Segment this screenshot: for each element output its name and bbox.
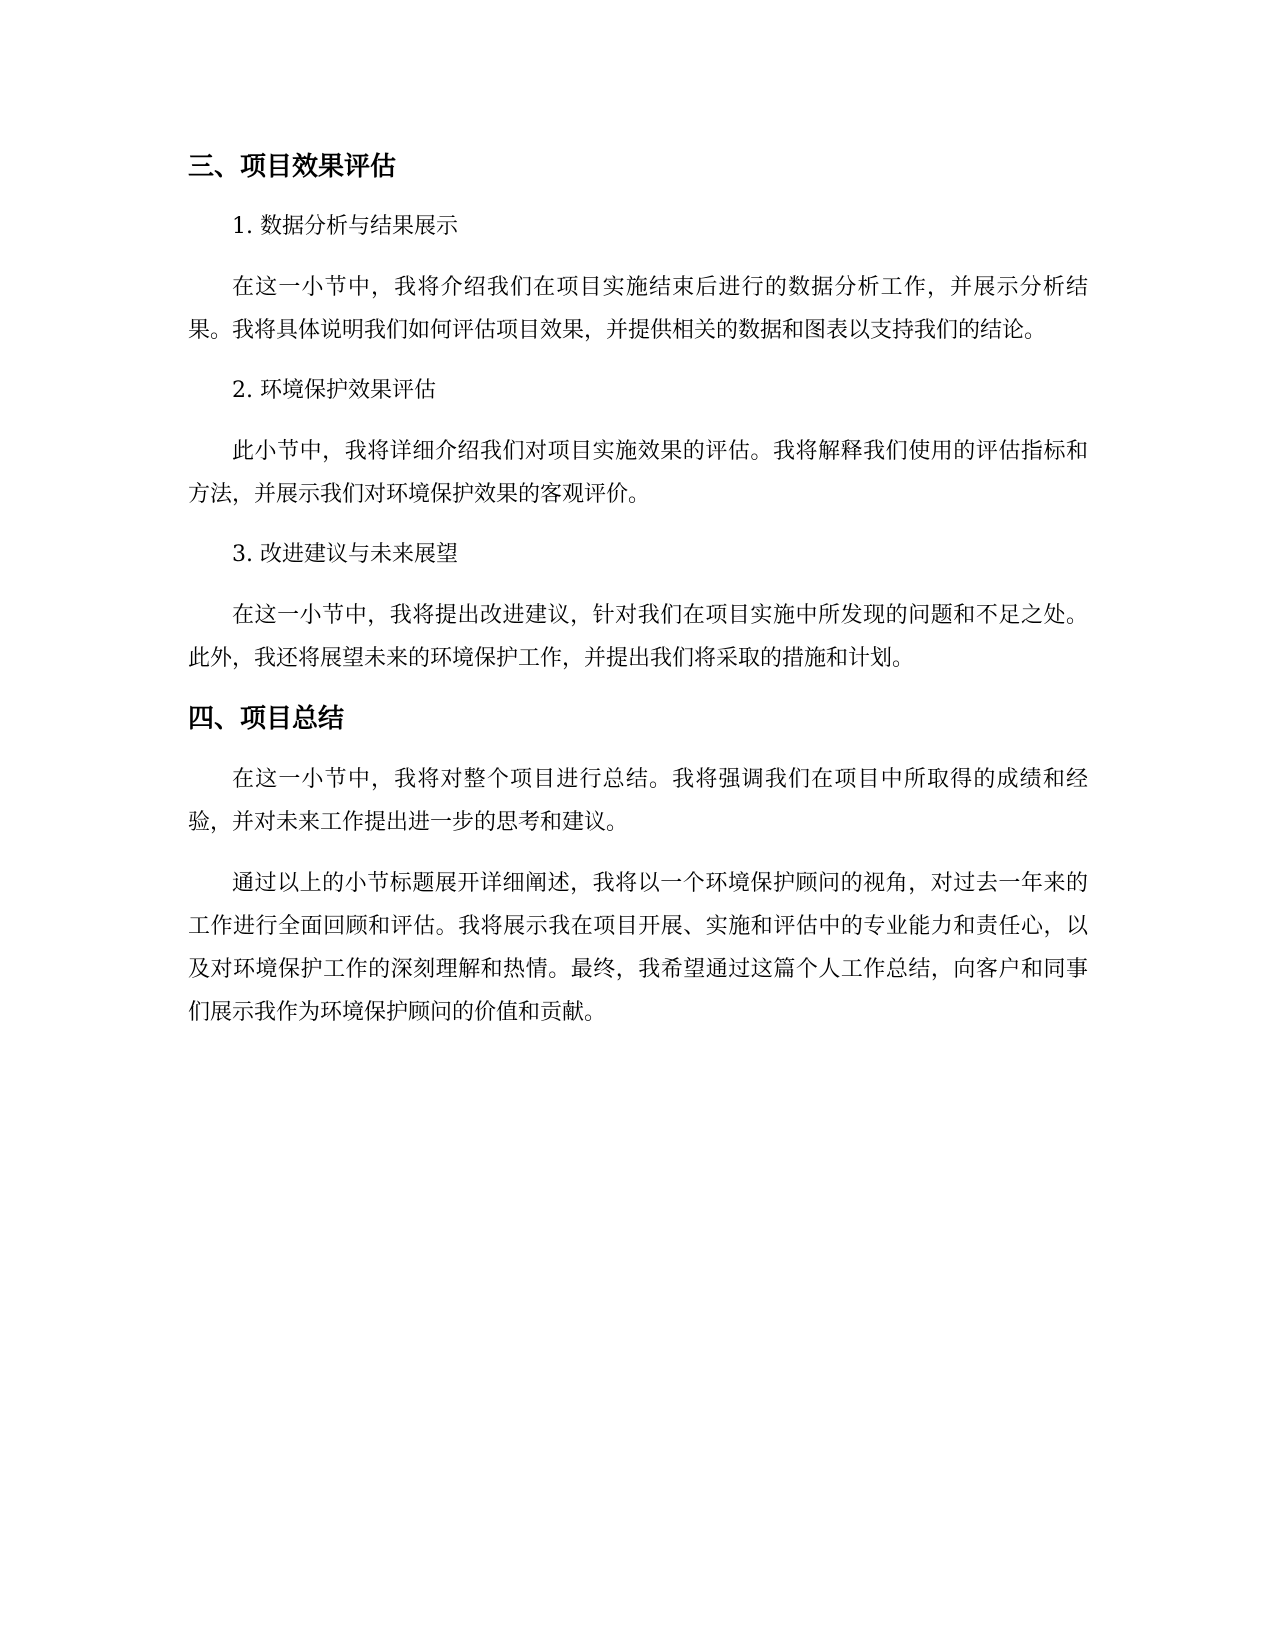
subsection-title-data-analysis: 1. 数据分析与结果展示 bbox=[232, 214, 458, 239]
subsection-title-environmental-evaluation: 2. 环境保护效果评估 bbox=[232, 378, 436, 403]
section-heading-summary: 四、项目总结 bbox=[188, 704, 345, 734]
paragraph-summary-1: 在这一小节中，我将对整个项目进行总结。我将强调我们在项目中所取得的成绩和经验，并对未来工作提出进一步的思考和建议。 bbox=[188, 767, 1088, 835]
document-body bbox=[188, 146, 1088, 1052]
paragraph-improvement: 在这一小节中，我将提出改进建议，针对我们在项目实施中所发现的问题和不足之处。此外，我还将展望未来的环境保护工作，并提出我们将采取的措施和计划。 bbox=[188, 603, 1088, 671]
paragraph-data-analysis: 在这一小节中，我将介绍我们在项目实施结束后进行的数据分析工作，并展示分析结果。我将具体说明我们如何评估项目效果，并提供相关的数据和图表以支持我们的结论。 bbox=[188, 275, 1088, 343]
paragraph-summary-2: 通过以上的小节标题展开详细阐述，我将以一个环境保护顾问的视角，对过去一年来的工作进行全面回顾和评估。我将展示我在项目开展、实施和评估中的专业能力和责任心，以及对环境保护工作的深刻理解和热情。最终，我希望通过这篇个人工作总结，向客户和同事们展示我作为环境保护顾问的价值和贡献。 bbox=[188, 871, 1088, 1025]
paragraph-environmental-evaluation: 此小节中，我将详细介绍我们对项目实施效果的评估。我将解释我们使用的评估指标和方法，并展示我们对环境保护效果的客观评价。 bbox=[188, 439, 1088, 507]
subsection-title-improvement: 3. 改进建议与未来展望 bbox=[232, 542, 458, 567]
section-heading-evaluation: 三、项目效果评估 bbox=[188, 152, 397, 182]
